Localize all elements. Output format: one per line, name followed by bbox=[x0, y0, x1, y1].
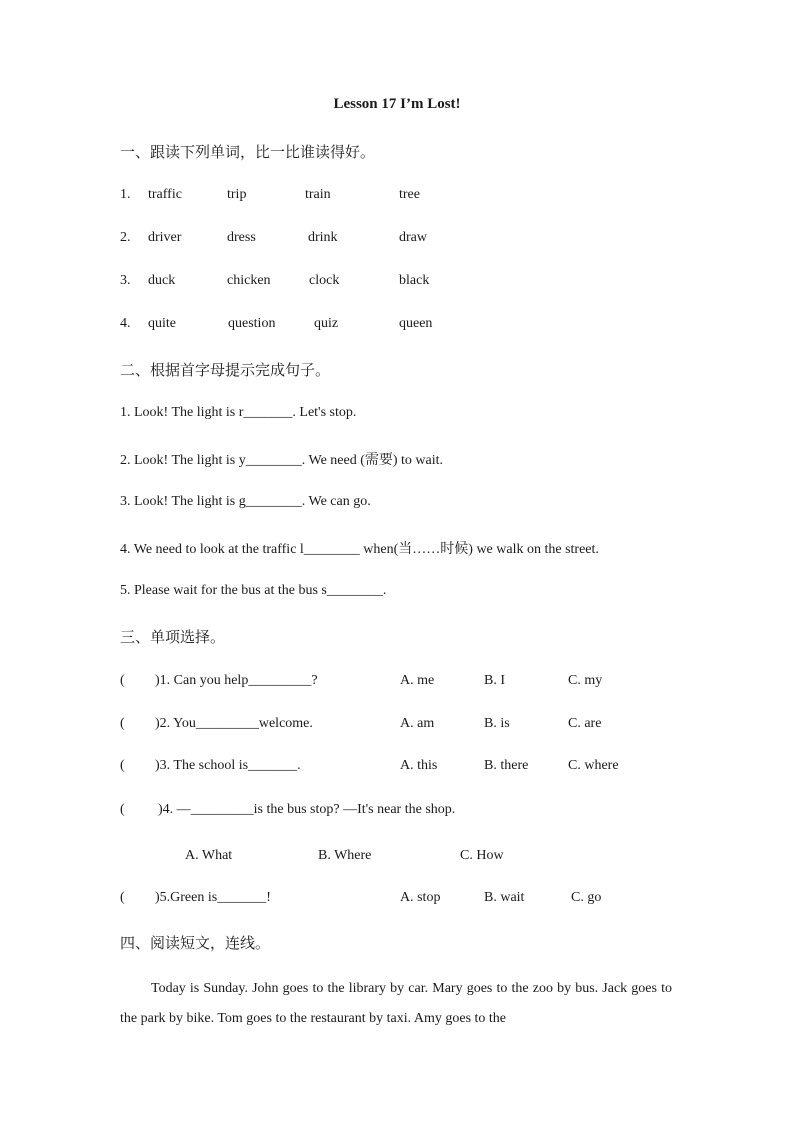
word: tree bbox=[399, 187, 420, 202]
fill-sentence: 1. Look! The light is r_______. Let's stop. bbox=[120, 405, 357, 420]
word: trip bbox=[227, 187, 247, 202]
option-b: B. I bbox=[484, 673, 505, 688]
reading-paragraph bbox=[120, 974, 672, 1034]
option-c: C. where bbox=[568, 758, 619, 773]
word: driver bbox=[148, 230, 182, 245]
section2-heading: 二、根据首字母提示完成句子。 bbox=[120, 361, 331, 379]
answer-paren: ( bbox=[120, 802, 125, 817]
answer-paren: ( bbox=[120, 673, 125, 688]
word: quiz bbox=[314, 316, 339, 331]
row-number: 3. bbox=[120, 273, 131, 288]
question-text: )2. You_________welcome. bbox=[155, 716, 313, 731]
word: dress bbox=[227, 230, 256, 245]
option-c: C. How bbox=[460, 848, 504, 863]
section1-heading: 一、跟读下列单词，比一比谁读得好。 bbox=[120, 143, 376, 161]
answer-paren: ( bbox=[120, 758, 125, 773]
word: chicken bbox=[227, 273, 271, 288]
option-a: A. am bbox=[400, 716, 435, 731]
word: traffic bbox=[148, 187, 182, 202]
fill-sentence: 3. Look! The light is g________. We can go. bbox=[120, 494, 371, 509]
option-b: B. is bbox=[484, 716, 510, 731]
question-text: )4. —_________is the bus stop? —It's near the shop. bbox=[158, 802, 456, 817]
option-c: C. are bbox=[568, 716, 602, 731]
row-number: 1. bbox=[120, 187, 131, 202]
section3-heading: 三、单项选择。 bbox=[120, 628, 226, 646]
word: clock bbox=[309, 273, 340, 288]
question-text: )1. Can you help_________? bbox=[155, 673, 318, 688]
word: queen bbox=[399, 316, 433, 331]
word: black bbox=[399, 273, 430, 288]
word: question bbox=[228, 316, 276, 331]
word: draw bbox=[399, 230, 427, 245]
option-a: A. this bbox=[400, 758, 438, 773]
word: train bbox=[305, 187, 331, 202]
question-text: )3. The school is_______. bbox=[155, 758, 301, 773]
fill-sentence: 5. Please wait for the bus at the bus s________. bbox=[120, 583, 387, 598]
fill-sentence: 2. Look! The light is y________. We need (需要) to wait. bbox=[120, 453, 444, 468]
option-b: B. wait bbox=[484, 890, 525, 905]
answer-paren: ( bbox=[120, 890, 125, 905]
answer-paren: ( bbox=[120, 716, 125, 731]
word: quite bbox=[148, 316, 176, 331]
word: drink bbox=[308, 230, 338, 245]
option-a: A. me bbox=[400, 673, 435, 688]
row-number: 2. bbox=[120, 230, 131, 245]
word: duck bbox=[148, 273, 176, 288]
option-a: A. What bbox=[185, 848, 233, 863]
row-number: 4. bbox=[120, 316, 131, 331]
page-title: Lesson 17 I’m Lost! bbox=[333, 96, 461, 112]
option-b: B. Where bbox=[318, 848, 372, 863]
fill-sentence: 4. We need to look at the traffic l________ when(当……时候) we walk on the street. bbox=[120, 542, 599, 557]
question-text: )5.Green is_______! bbox=[155, 890, 271, 905]
paragraph-text: Today is Sunday. John goes to the library by car. Mary goes to the zoo by bus. Jack goes to the park by bike. Tom goes to the restaurant by taxi. Amy goes to the bbox=[120, 981, 672, 1026]
section4-heading: 四、阅读短文，连线。 bbox=[120, 934, 271, 952]
option-c: C. go bbox=[571, 890, 602, 905]
option-a: A. stop bbox=[400, 890, 441, 905]
option-b: B. there bbox=[484, 758, 529, 773]
option-c: C. my bbox=[568, 673, 603, 688]
